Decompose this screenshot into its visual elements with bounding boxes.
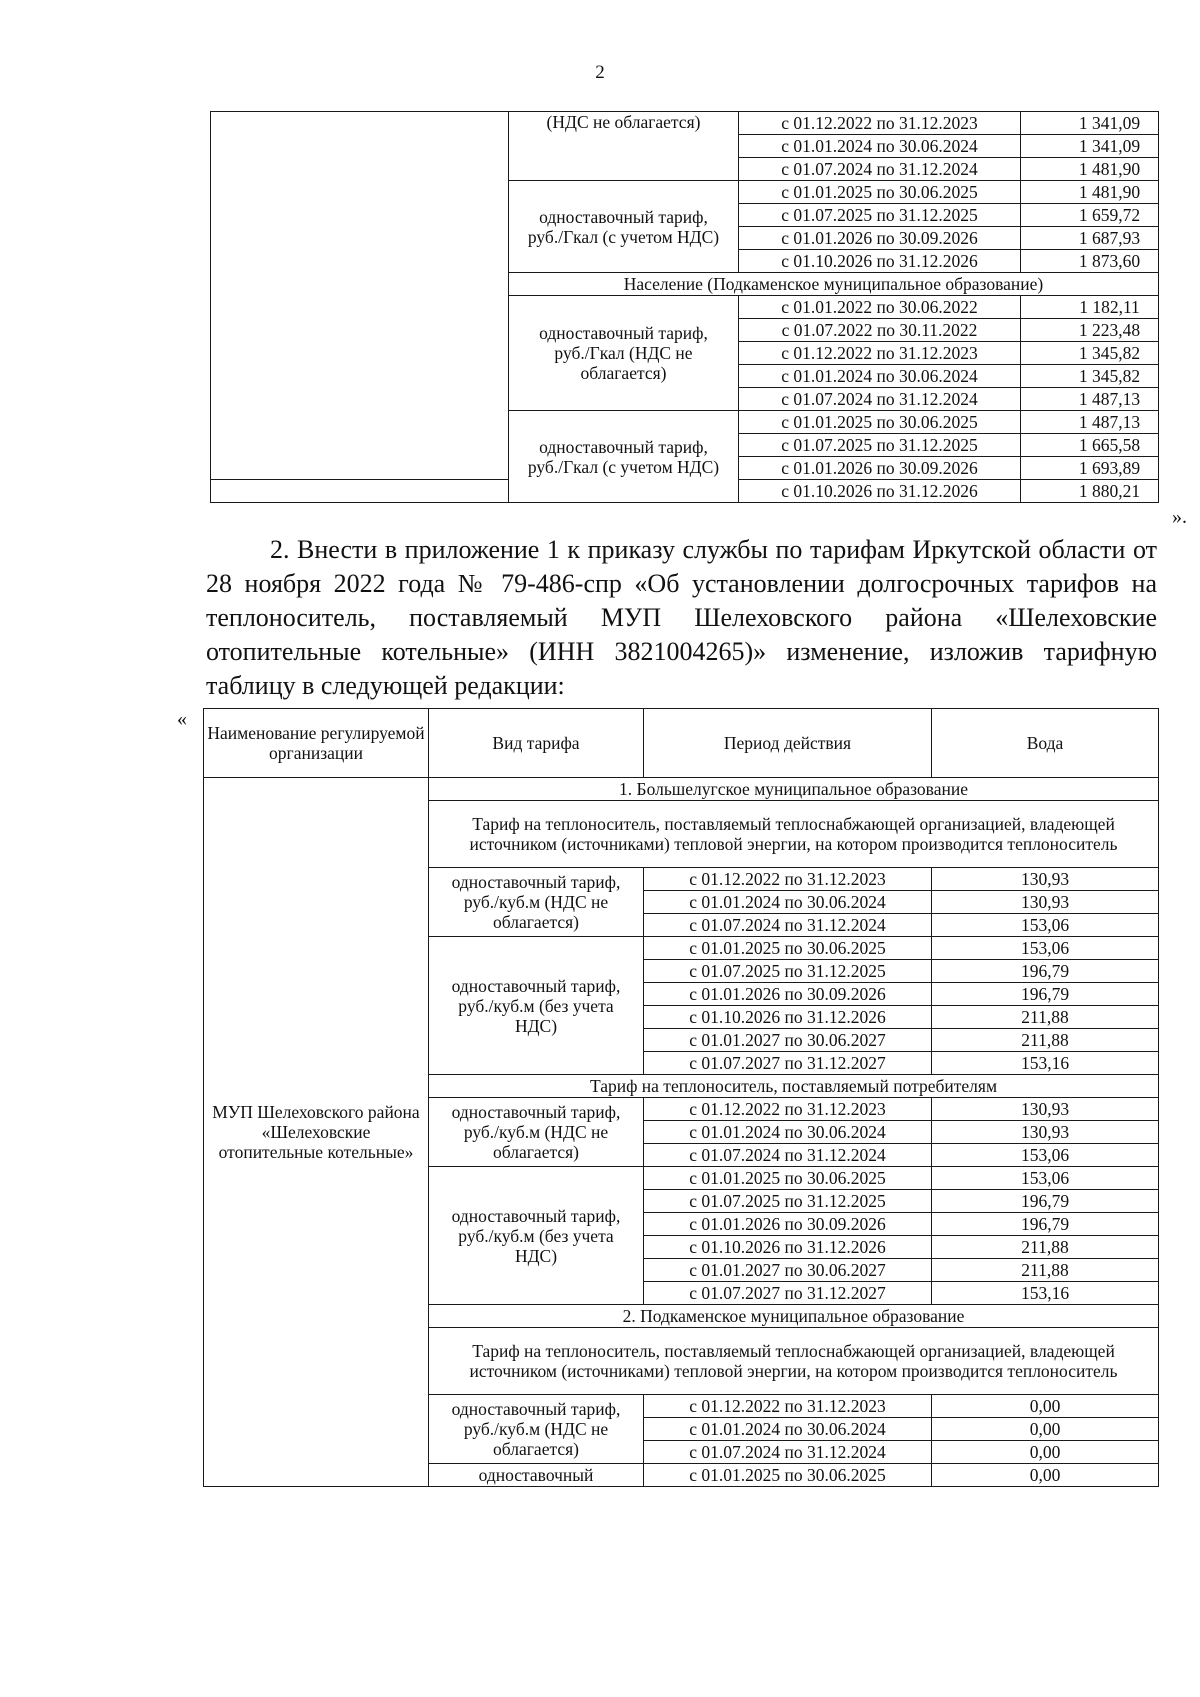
period-cell: с 01.10.2026 по 31.12.2026	[739, 480, 1021, 503]
value-cell: 196,79	[932, 1213, 1159, 1236]
tariff-type-cell: одноставочный	[429, 1464, 644, 1487]
value-cell: 1 487,13	[1021, 411, 1159, 434]
header-org: Наименование регулируемой организации	[204, 709, 429, 778]
tariff-type-cell: одноставочный тариф, руб./куб.м (НДС не облагается)	[429, 868, 644, 937]
value-cell: 130,93	[932, 1121, 1159, 1144]
closing-quote: ».	[1172, 506, 1187, 528]
period-cell: с 01.07.2025 по 31.12.2025	[644, 1190, 932, 1213]
value-cell: 153,06	[932, 937, 1159, 960]
period-cell: с 01.12.2022 по 31.12.2023	[739, 112, 1021, 135]
value-cell: 130,93	[932, 891, 1159, 914]
period-cell: с 01.01.2027 по 30.06.2027	[644, 1029, 932, 1052]
tariff-type-cell: одноставочный тариф, руб./Гкал (с учетом НДС)	[509, 181, 739, 273]
value-cell: 153,06	[932, 1144, 1159, 1167]
header-period: Период действия	[644, 709, 932, 778]
period-cell: с 01.01.2022 по 30.06.2022	[739, 296, 1021, 319]
value-cell: 1 481,90	[1021, 158, 1159, 181]
value-cell: 0,00	[932, 1441, 1159, 1464]
period-cell: с 01.01.2025 по 30.06.2025	[644, 1167, 932, 1190]
period-cell: с 01.07.2024 по 31.12.2024	[644, 1144, 932, 1167]
section-subtitle: Тариф на теплоноситель, поставляемый потребителям	[429, 1075, 1159, 1098]
value-cell: 0,00	[932, 1464, 1159, 1487]
period-cell: с 01.07.2027 по 31.12.2027	[644, 1052, 932, 1075]
tariff-type-cell: одноставочный тариф, руб./куб.м (НДС не облагается)	[429, 1098, 644, 1167]
period-cell: с 01.12.2022 по 31.12.2023	[739, 342, 1021, 365]
value-cell: 0,00	[932, 1395, 1159, 1418]
period-cell: с 01.12.2022 по 31.12.2023	[644, 1098, 932, 1121]
period-cell: с 01.01.2025 по 30.06.2025	[644, 1464, 932, 1487]
value-cell: 1 659,72	[1021, 204, 1159, 227]
period-cell: с 01.10.2026 по 31.12.2026	[644, 1006, 932, 1029]
period-cell: с 01.01.2026 по 30.09.2026	[644, 1213, 932, 1236]
tariff-type-cell: одноставочный тариф, руб./куб.м (без учета НДС)	[429, 937, 644, 1075]
value-cell: 130,93	[932, 1098, 1159, 1121]
opening-quote: «	[177, 708, 187, 730]
section-title: 1. Большелугское муниципальное образование	[429, 778, 1159, 801]
value-cell: 211,88	[932, 1006, 1159, 1029]
value-cell: 1 665,58	[1021, 434, 1159, 457]
period-cell: с 01.07.2025 по 31.12.2025	[739, 434, 1021, 457]
period-cell: с 01.01.2024 по 30.06.2024	[644, 1121, 932, 1144]
period-cell: с 01.07.2022 по 30.11.2022	[739, 319, 1021, 342]
value-cell: 153,06	[932, 914, 1159, 937]
period-cell: с 01.07.2024 по 31.12.2024	[739, 388, 1021, 411]
value-cell: 196,79	[932, 983, 1159, 1006]
period-cell: с 01.07.2027 по 31.12.2027	[644, 1282, 932, 1305]
value-cell: 153,06	[932, 1167, 1159, 1190]
tariff-type-cell: одноставочный тариф, руб./Гкал (НДС не облагается)	[509, 296, 739, 411]
value-cell: 1 873,60	[1021, 250, 1159, 273]
value-cell: 196,79	[932, 960, 1159, 983]
period-cell: с 01.07.2024 по 31.12.2024	[739, 158, 1021, 181]
section-header: Население (Подкаменское муниципальное образование)	[509, 273, 1159, 296]
period-cell: с 01.12.2022 по 31.12.2023	[644, 868, 932, 891]
period-cell: с 01.07.2024 по 31.12.2024	[644, 1441, 932, 1464]
value-cell: 1 223,48	[1021, 319, 1159, 342]
tariff-table-water	[203, 708, 1159, 1487]
value-cell: 211,88	[932, 1029, 1159, 1052]
period-cell: с 01.10.2026 по 31.12.2026	[739, 250, 1021, 273]
period-cell: с 01.01.2024 по 30.06.2024	[644, 1418, 932, 1441]
value-cell: 1 341,09	[1021, 135, 1159, 158]
value-cell: 153,16	[932, 1052, 1159, 1075]
tariff-table-continuation	[210, 111, 1159, 503]
section-title: 2. Подкаменское муниципальное образование	[429, 1305, 1159, 1328]
value-cell: 1 182,11	[1021, 296, 1159, 319]
period-cell: с 01.12.2022 по 31.12.2023	[644, 1395, 932, 1418]
period-cell: с 01.01.2027 по 30.06.2027	[644, 1259, 932, 1282]
value-cell: 1 693,89	[1021, 457, 1159, 480]
period-cell: с 01.10.2026 по 31.12.2026	[644, 1236, 932, 1259]
header-tariff: Вид тарифа	[429, 709, 644, 778]
value-cell: 0,00	[932, 1418, 1159, 1441]
value-cell: 196,79	[932, 1190, 1159, 1213]
tariff-type-cell: одноставочный тариф, руб./куб.м (без учета НДС)	[429, 1167, 644, 1305]
period-cell: с 01.01.2024 по 30.06.2024	[739, 135, 1021, 158]
period-cell: с 01.01.2025 по 30.06.2025	[644, 937, 932, 960]
value-cell: 1 487,13	[1021, 388, 1159, 411]
period-cell: с 01.01.2025 по 30.06.2025	[739, 411, 1021, 434]
value-cell: 1 341,09	[1021, 112, 1159, 135]
period-cell: с 01.01.2024 по 30.06.2024	[739, 365, 1021, 388]
value-cell: 1 880,21	[1021, 480, 1159, 503]
value-cell: 1 345,82	[1021, 342, 1159, 365]
period-cell: с 01.01.2026 по 30.09.2026	[739, 227, 1021, 250]
period-cell: с 01.07.2024 по 31.12.2024	[644, 914, 932, 937]
org-name-cell: МУП Шелеховского района «Шелеховские отопительные котельные»	[204, 778, 429, 1487]
tariff-type-cell: одноставочный тариф, руб./Гкал (с учетом НДС)	[509, 411, 739, 503]
period-cell: с 01.07.2025 по 31.12.2025	[739, 204, 1021, 227]
header-water: Вода	[932, 709, 1159, 778]
value-cell: 1 687,93	[1021, 227, 1159, 250]
value-cell: 211,88	[932, 1259, 1159, 1282]
paragraph-text: 2. Внести в приложение 1 к приказу службы по тарифам Иркутской области от 28 ноября 2022 года № 79-486-спр «Об установлении долгосрочных тарифов на теплоноситель, поставляемый МУП Шелеховского района «Шелеховские отопительные котельные» (ИНН 3821004265)» изменение, изложив тарифную таблицу в следующей редакции:	[206, 535, 1157, 700]
org-cell-empty	[211, 112, 509, 480]
value-cell: 1 345,82	[1021, 365, 1159, 388]
period-cell: с 01.01.2024 по 30.06.2024	[644, 891, 932, 914]
period-cell: с 01.01.2026 по 30.09.2026	[644, 983, 932, 1006]
value-cell: 130,93	[932, 868, 1159, 891]
tariff-type-cell: одноставочный тариф, руб./куб.м (НДС не облагается)	[429, 1395, 644, 1464]
period-cell: с 01.01.2026 по 30.09.2026	[739, 457, 1021, 480]
value-cell: 1 481,90	[1021, 181, 1159, 204]
period-cell: с 01.01.2025 по 30.06.2025	[739, 181, 1021, 204]
value-cell: 211,88	[932, 1236, 1159, 1259]
section-subtitle: Тариф на теплоноситель, поставляемый теплоснабжающей организацией, владеющей источником (источниками) тепловой энергии, на котором производится теплоноситель	[429, 1328, 1159, 1395]
tariff-type-cell: (НДС не облагается)	[509, 112, 739, 181]
period-cell: с 01.07.2025 по 31.12.2025	[644, 960, 932, 983]
body-paragraph	[206, 533, 1157, 703]
page-number: 2	[595, 62, 605, 83]
section-subtitle: Тариф на теплоноситель, поставляемый теплоснабжающей организацией, владеющей источником (источниками) тепловой энергии, на котором производится теплоноситель	[429, 801, 1159, 868]
value-cell: 153,16	[932, 1282, 1159, 1305]
